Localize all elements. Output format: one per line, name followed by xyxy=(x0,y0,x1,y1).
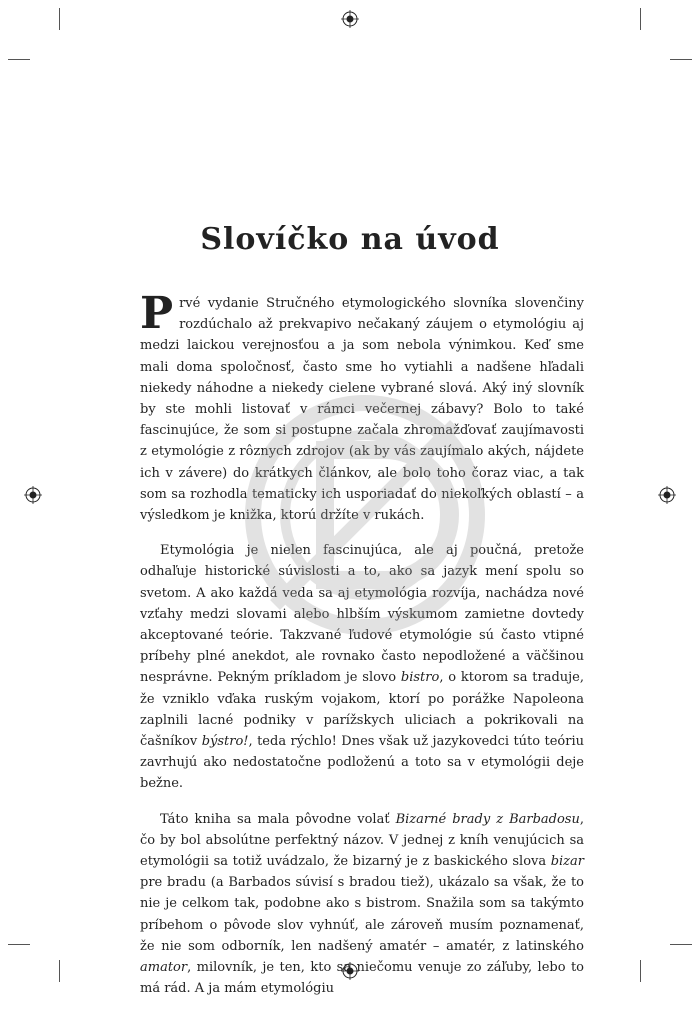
chapter-title: Slovíčko na úvod xyxy=(200,222,500,257)
crop-mark-bottom-left-h xyxy=(8,944,30,945)
text-run: , čo by bol absolútne perfektný názov. V jednej z kníh venujúcich sa etymológii sa totiž uvádzalo, že bizarný je z baskického slova xyxy=(140,811,584,870)
paragraph-2 xyxy=(140,540,584,794)
italic-term: amator xyxy=(140,960,188,976)
text-run: , teda rýchlo! Dnes však už jazykovedci túto teóriu zavrhujú ako nedostatočne podloženú a toto sa v etymológii deje bežne. xyxy=(140,734,584,792)
text-run: , milovník, je ten, kto sa niečomu venuje zo záľuby, lebo to má rád. A ja mám etymológiu xyxy=(140,960,584,997)
drop-cap: P xyxy=(140,288,174,339)
crop-mark-bottom-right-h xyxy=(670,944,692,945)
italic-term: Bizarné brady z Barbadosu xyxy=(395,811,580,827)
text-run: Etymológia je nielen fascinujúca, ale aj poučná, pretože odhaľuje historické súvislosti a to, ako sa jazyk mení spolu so svetom. A ako každá veda sa aj etymológia rozvíja, nachádza nové vzťahy medzi slovami alebo hlbším výskumom zamietne dovtedy akceptované teórie. Takzvané ľudové etymológie sú často vtipné príbehy plné anekdot, ale rovnako často nepodložené a väčšinou nesprávne. Pekným príkladom je slovo xyxy=(140,543,584,686)
crop-mark-top-left-v xyxy=(59,8,60,30)
registration-mark-top-icon xyxy=(341,10,359,28)
italic-term: bizar xyxy=(550,854,584,870)
registration-mark-left-icon xyxy=(24,486,42,504)
crop-mark-bottom-left-v xyxy=(59,960,60,982)
italic-term: býstro! xyxy=(201,734,249,750)
text-run: , o ktorom sa traduje, že vzniklo vďaka ruským vojakom, ktorí po porážke Napoleona zaplnili lacné podniky v parížskych uliciach a pokrikovali na čašníkov xyxy=(140,670,584,750)
paragraph-1 xyxy=(140,288,584,526)
text-run: pre bradu (a Barbados súvisí s bradou tiež), ukázalo sa však, že to nie je celkom tak, podobne ako s bistrom. Snažila som sa takýmto príbehom o pôvode slov vyhnúť, ale zároveň musím poznamenať, že nie som odborník, len nadšený amatér – amatér, z latinského xyxy=(140,875,584,954)
italic-term: bistro xyxy=(400,670,440,686)
text-run: Táto kniha sa mala pôvodne volať xyxy=(160,811,396,827)
crop-mark-top-right-h xyxy=(670,59,692,60)
crop-mark-top-left-h xyxy=(8,59,30,60)
paragraph-3 xyxy=(140,809,584,1000)
crop-mark-top-right-v xyxy=(640,8,641,30)
body-text xyxy=(140,288,584,1014)
registration-mark-right-icon xyxy=(658,486,676,504)
paragraph-1-text: rvé vydanie Stručného etymologického slovníka slovenčiny rozdúchalo až prekvapivo nečakaný záujem o etymológiu aj medzi laickou verejnosťou a ja som nebola výnimkou. Keď sme mali doma spoločnosť, často sme ho vytiahli a nadšene hľadali niekedy náhodne a niekedy cielene vybrané slová. Aký iný slovník by ste mohli listovať v rámci večernej zábavy? Bolo to také fascinujúce, že som si postupne začala zhromažďovať zaujímavosti z etymológie z rôznych zdrojov (ak by vás zaujímalo akých, nájdete ich v závere) do krátkych článkov, ale bolo toho čoraz viac, a tak som sa rozhodla tematicky ich usporiadať do niekoľkých oblastí – a výsledkom je knižka, ktorú držíte v rukách. xyxy=(140,296,584,524)
crop-mark-bottom-right-v xyxy=(640,960,641,982)
